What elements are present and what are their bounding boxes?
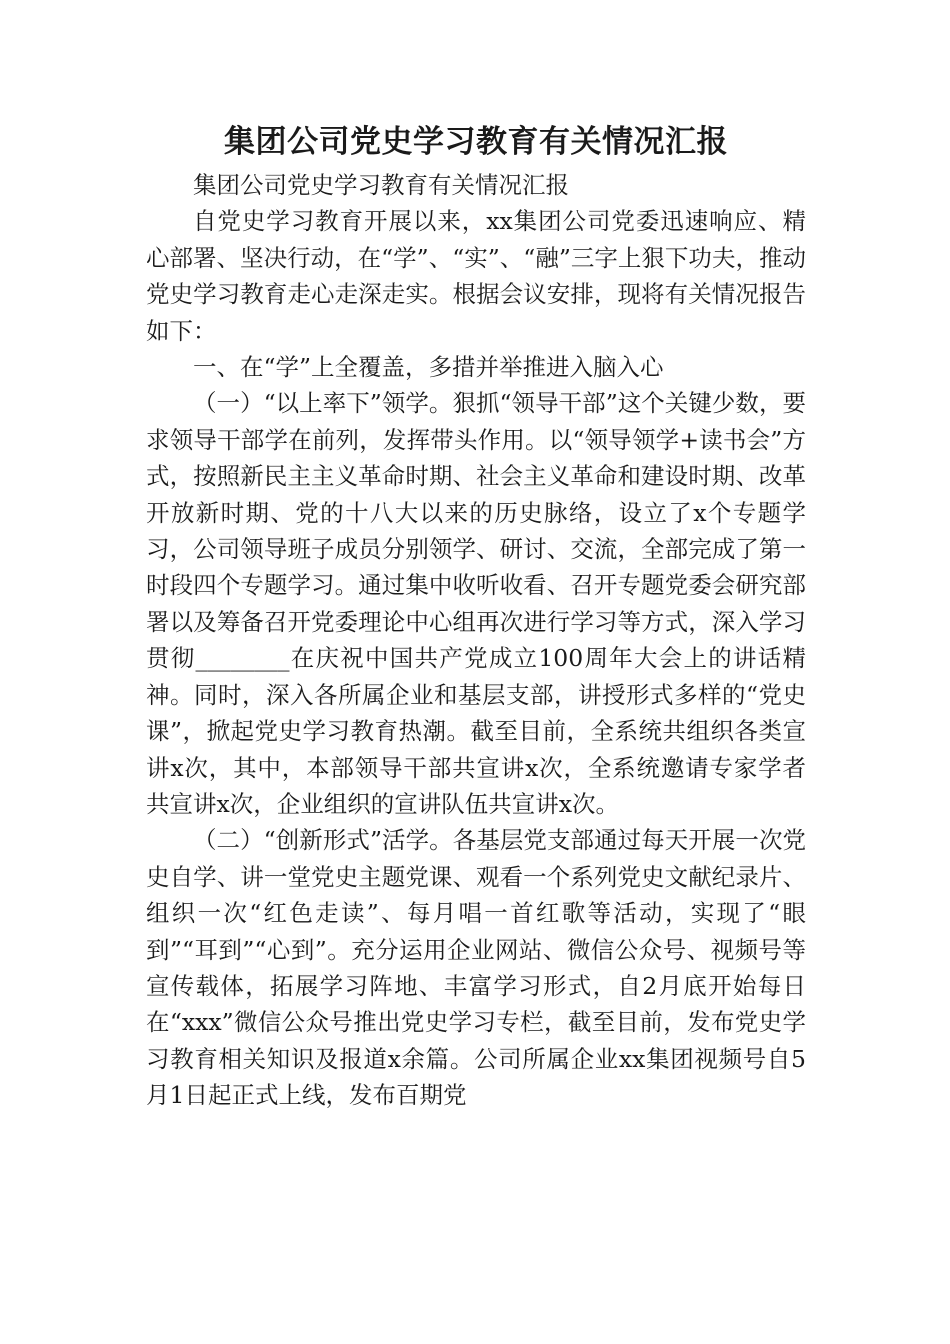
paragraph-subtitle: 集团公司党史学习教育有关情况汇报 — [193, 171, 569, 199]
document-title: 集团公司党史学习教育有关情况汇报 — [224, 124, 728, 160]
document-page — [146, 118, 806, 1114]
paragraph-lead-study: （一）“以上率下”领学。狠抓“领导干部”这个关键少数，要求领导干部学在前列，发挥带头作用。以“领导领学+读书会”方式，按照新民主主义革命时期、社会主义革命和建设时期、改革开放新时期、党的十八大以来的历史脉络，设立了x个专题学习，公司领导班子成员分别领学、研讨、交流，全部完成了第一时段四个专题学习。通过集中收听收看、召开专题党委会研究部署以及筹备召开党委理论中心组再次进行学习等方式，深入学习贯彻________在庆祝中国共产党成立100周年大会上的讲话精神。同时，深入各所属企业和基层支部，讲授形式多样的“党史课”，掀起党史学习教育热潮。截至目前，全系统共组织各类宣讲x次，其中，本部领导干部共宣讲x次，全系统邀请专家学者共宣讲x次，企业组织的宣讲队伍共宣讲x次。 — [146, 389, 806, 818]
section-heading-1: 一、在“学”上全覆盖，多措并举推进入脑入心 — [193, 353, 664, 382]
paragraph-intro: 自党史学习教育开展以来，xx集团公司党委迅速响应、精心部署、坚决行动，在“学”、“实”、“融”三字上狠下功夫，推动党史学习教育走心走深走实。根据会议安排，现将有关情况报告如下： — [146, 207, 806, 345]
paragraph-innovative-study: （二）“创新形式”活学。各基层党支部通过每天开展一次党史自学、讲一堂党史主题党课、观看一个系列党史文献纪录片、组织一次“红色走读”、每月唱一首红歌等活动，实现了“眼到”“耳到”“心到”。充分运用企业网站、微信公众号、视频号等宣传载体，拓展学习阵地、丰富学习形式，自2月底开始每日在“xxx”微信公众号推出党史学习专栏，截至目前，发布党史学习教育相关知识及报道x余篇。公司所属企业xx集团视频号自5月1日起正式上线，发布百期党 — [146, 826, 806, 1110]
